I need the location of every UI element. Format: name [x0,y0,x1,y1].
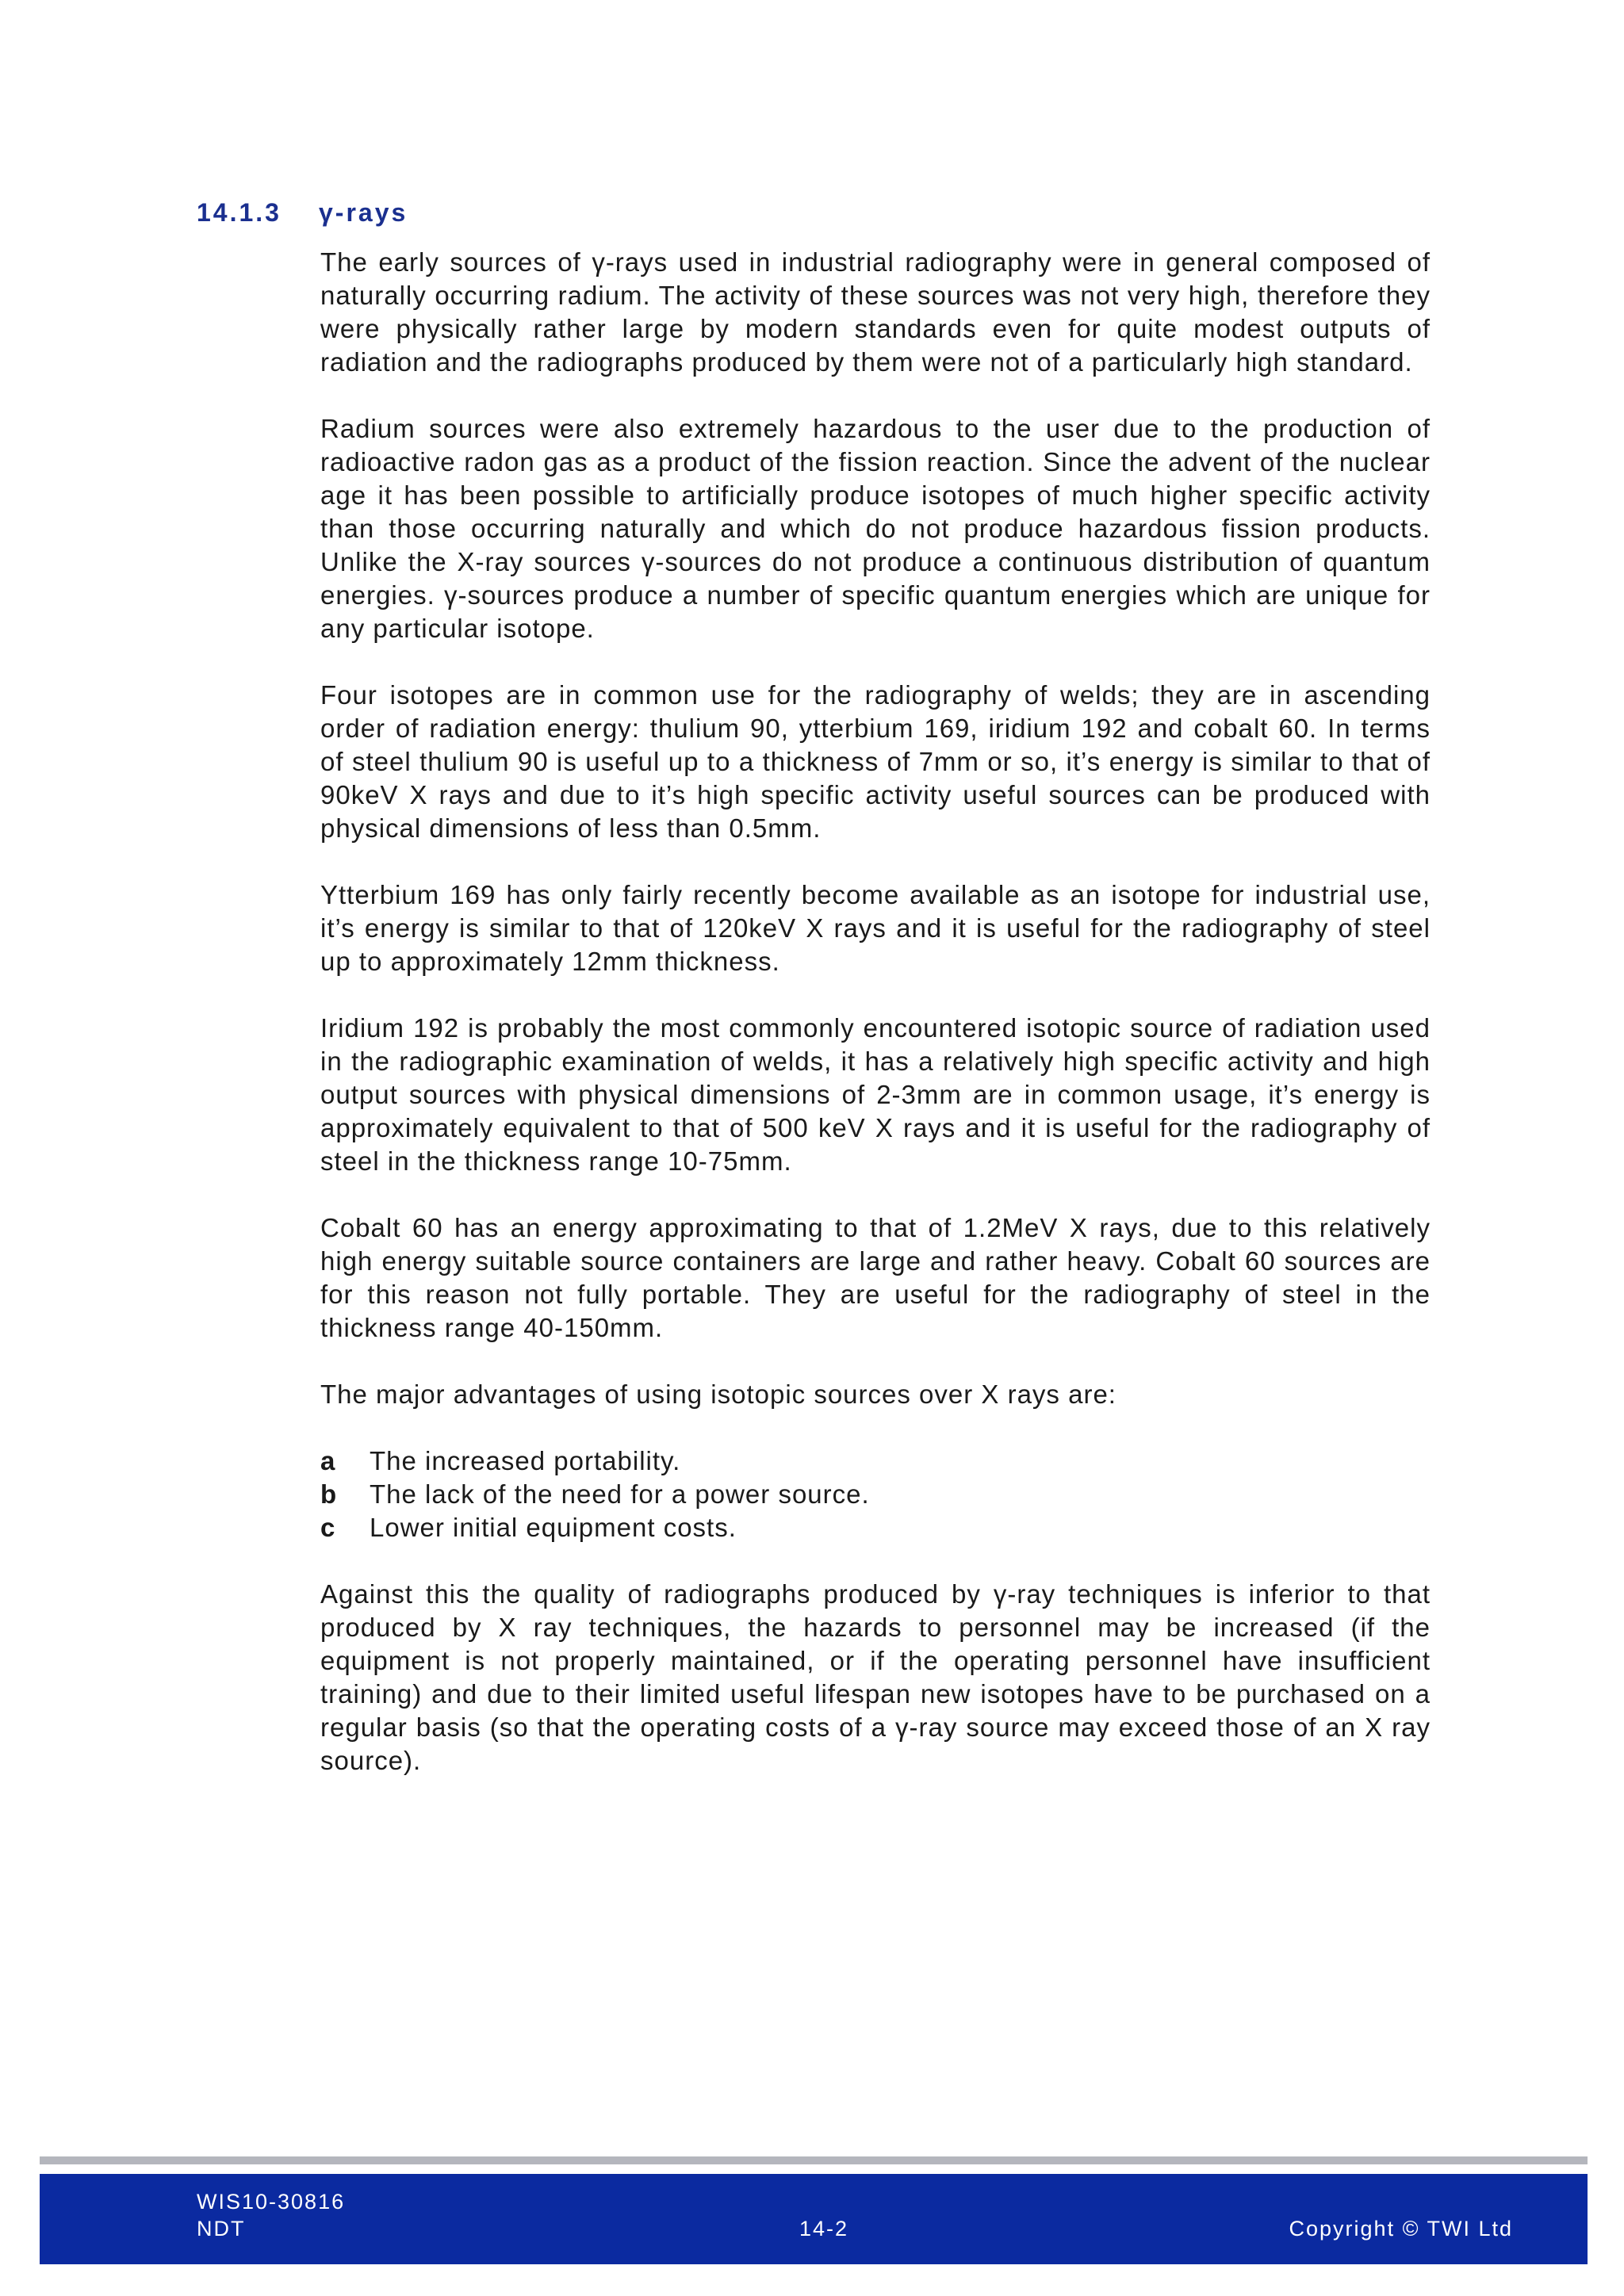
paragraph-disadvantages: Against this the quality of radiographs produced by γ-ray techniques is inferior to that produced by X ray techniques, the hazards to personnel may be increased (if the equipment is not properly maintained, or if the operating personnel have insufficient training) and due to their limited useful lifespan new isotopes have to be purchased on a regular basis (so that the operating costs of a γ-ray source may exceed those of an X ray source). [320,1579,1431,1775]
list-item [320,1511,1431,1544]
footer-page-number: 14-2 [799,2217,849,2241]
section-title: γ-rays [319,198,408,227]
list-item-letter: c [320,1513,336,1542]
list-item-letter: b [320,1479,338,1509]
footer-document-code: WIS10-30816 [197,2190,346,2214]
paragraph-four-isotopes: Four isotopes are in common use for the radiography of welds; they are in ascending order of radiation energy: thulium 90, ytterbium 169, iridium 192 and cobalt 60. In terms of steel thulium 90 is useful up to a thickness of 7mm or so, it’s energy is similar to that of 90keV X rays and due to it’s high specific activity useful sources can be produced with physical dimensions of less than 0.5mm. [320,680,1431,843]
page-footer [40,2174,1588,2264]
footer-copyright: Copyright © TWI Ltd [1289,2217,1513,2241]
paragraph-advantages-intro: The major advantages of using isotopic sources over X rays are: [320,1380,1116,1409]
section-number: 14.1.3 [197,198,282,227]
list-item [320,1478,1431,1511]
footer-subject: NDT [197,2217,246,2241]
body-text [320,246,1431,1811]
list-item-text: The increased portability. [370,1446,681,1475]
list-item [320,1445,1431,1478]
list-item-text: The lack of the need for a power source. [370,1479,870,1509]
paragraph-cobalt: Cobalt 60 has an energy approximating to that of 1.2MeV X rays, due to this relatively high energy suitable source containers are large and rather heavy. Cobalt 60 sources are for this reason not fully portable. They are useful for the radiography of steel in the thickness range 40-150mm. [320,1213,1431,1342]
paragraph-iridium: Iridium 192 is probably the most commonly encountered isotopic source of radiation used in the radiographic examination of welds, it has a relatively high specific activity and high output sources with physical dimensions of 2-3mm are in common usage, it’s energy is approximately equivalent to that of 500 keV X rays and it is useful for the radiography of steel in the thickness range 10-75mm. [320,1013,1431,1176]
paragraph-radium-hazards: Radium sources were also extremely hazardous to the user due to the production of radioactive radon gas as a product of the fission reaction. Since the advent of the nuclear age it has been possible to artificially produce isotopes of much higher specific activity than those occurring naturally and which do not produce hazardous fission products. Unlike the X-ray sources γ-sources do not produce a continuous distribution of quantum energies. γ-sources produce a number of specific quantum energies which are unique for any particular isotope. [320,414,1431,643]
list-item-text: Lower initial equipment costs. [370,1513,737,1542]
advantages-list [320,1445,1431,1544]
section-heading [197,198,408,228]
paragraph-ytterbium: Ytterbium 169 has only fairly recently become available as an isotope for industrial use, it’s energy is similar to that of 120keV X rays and it is useful for the radiography of steel up to approximately 12mm thickness. [320,880,1431,976]
paragraph-early-sources: The early sources of γ-rays used in industrial radiography were in general composed of naturally occurring radium. The activity of these sources was not very high, therefore they were physically rather large by modern standards even for quite modest outputs of radiation and the radiographs produced by them were not of a particularly high standard. [320,247,1431,377]
footer-divider [40,2156,1588,2164]
list-item-letter: a [320,1446,336,1475]
